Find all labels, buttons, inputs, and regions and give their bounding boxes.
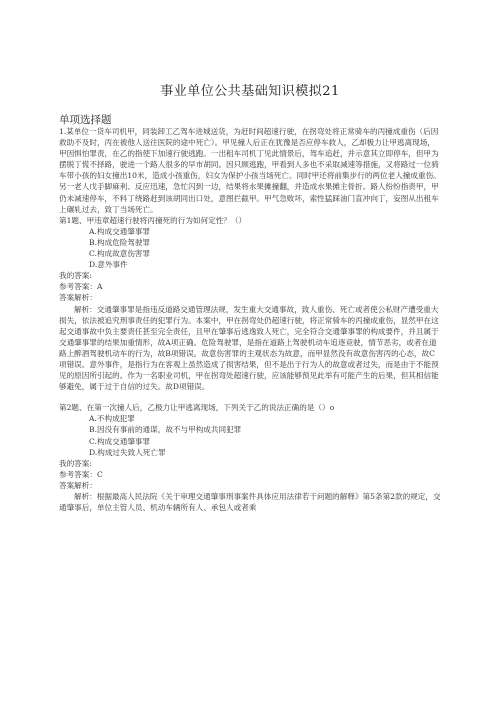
answer-option: B.构成危险驾驶罪 [89, 237, 151, 247]
answer-option: D.构成过失致人死亡罪 [89, 447, 166, 457]
document-body [59, 126, 441, 513]
page-title: 事业单位公共基础知识模拟21 [160, 84, 340, 99]
analysis-text: 解析：根据最高人民法院《关于审理交通肇事刑事案件具体应用法律若干问题的解释》第5条第2款的规定，交通肇事后，单位主管人员、机动车辆所有人、承包人或者乘 [59, 492, 441, 513]
case-material: 1.某单位一货车司机甲，同装卸工乙驾车进城送货，为赶时间超速行驶，在拐弯处将正常骑车的丙撞成重伤（后因救助不及时，丙在被他人送往医院的途中死亡）。甲见撞人后正在犹豫是否应停车救人，乙却极力让甲逃离现场，甲因惧怕罪责，在乙的指使下加速行驶逃跑。一出租车司机丁见此情景后，驾车追赶，并示意其立即停车，但甲为摆脱丁慌不择路，驶进一个路人很多的早市胡同。因只顾逃跑，甲看到人多也不采取减速等措施，又将路过一位骑车带小孩的妇女撞出10米，造成小孩重伤，妇女为保护小孩当场死亡。同时甲还将前集步行的两位老人撞成重伤。另一老人戊手脚麻利、反应迅速，急忙闪到一边，结果将水果摊撞翻，并造成水果摊主骨折。路人纷纷指责甲，甲仍未减速停车，不料丁绕路赶到该胡同出口处，意图拦截甲。甲气急败坏，索性猛踩油门直冲向丁，妄图从出租车上碾轧过去，致丁当场死亡。 [59, 127, 441, 214]
answer-option: B.因没有事前的通谋，故不与甲构成共同犯罪 [89, 425, 242, 435]
answer-option: C.构成交通肇事罪 [89, 436, 151, 446]
spacer [59, 392, 441, 402]
reference-answer: 参考答案：C [59, 469, 103, 479]
reference-answer: 参考答案：A [59, 282, 103, 292]
analysis-text: 解析：交通肇事罪是指违反道路交通管理法规，发生重大交通事故，致人重伤、死亡或者使公私财产遭受重大损失，依法被追究刑事责任的犯罪行为。本案中，甲在拐弯处仍超速行驶，将正常骑车的丙撞成重伤，显然甲在这起交通事故中负主要责任甚至完全责任，且甲在肇事后逃逸致人死亡，完全符合交通肇事罪的构成要件，并且属于交通肇事罪的结果加重情形，故A项正确。危险驾驶罪，是指在道路上驾驶机动车追逐竞驶，情节恶劣，或者在道路上醉酒驾驶机动车的行为，故B项错误。故意伤害罪的主观状态为故意，而甲显然没有故意伤害丙的心态，故C项错误。意外事件，是指行为在客观上虽然造成了损害结果，但不是出于行为人的故意或者过失，而是由于不能预见的原因所引起的。作为一名职业司机，甲在拐弯处超速行驶，应该能够预见此举有可能产生的后果，但其相信能够避免，属于过于自信的过失。故D项错误。 [59, 304, 439, 392]
section-heading: 单项选择题 [59, 114, 112, 126]
question-stem: 第2题、在第一次撞人后，乙极力让甲逃离现场，下列关于乙的说法正确的是（）o [59, 403, 335, 413]
my-answer-label: 我的答案: [59, 271, 92, 281]
question-stem: 第1题、甲违章超速行驶将丙撞死的行为如何定性？（） [59, 215, 247, 225]
answer-option: A.构成交通肇事罪 [89, 226, 151, 236]
analysis-label: 答案解析： [59, 293, 97, 303]
answer-option: C.构成故意伤害罪 [89, 249, 151, 259]
answer-option: D.意外事件 [89, 260, 128, 270]
my-answer-label: 我的答案: [59, 458, 92, 468]
analysis-label: 答案解析： [59, 480, 97, 490]
answer-option: A.不构成犯罪 [89, 414, 135, 424]
